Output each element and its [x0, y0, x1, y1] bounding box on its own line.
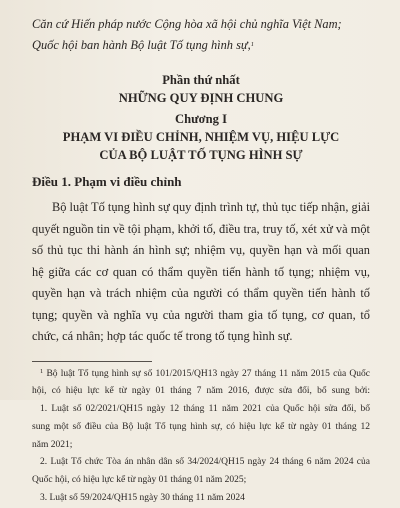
preamble: [32, 14, 370, 56]
article-heading: Điều 1. Phạm vi điều chỉnh: [32, 174, 182, 189]
chapter-number: Chương I: [175, 112, 227, 126]
article-line: hệ giữa các cơ quan có thẩm quyền tiến hành tố tụng; nhiệm vụ,: [32, 264, 370, 279]
footnotes: [32, 366, 370, 508]
footnote-line: 2. Luật Tổ chức Tòa án nhân dân số 34/2024/QH15 ngày 24 tháng 6 năm 2024 của: [40, 457, 370, 468]
chapter-title-line-2: CỦA BỘ LUẬT TỐ TỤNG HÌNH SỰ: [99, 148, 303, 162]
footnote-line: Quốc hội, có hiệu lực kể từ ngày 01 tháng 01 năm 2025;: [32, 475, 247, 486]
footnote-line: 1. Luật số 02/2021/QH15 ngày 12 tháng 11 năm 2021 của Quốc hội sửa đổi, bổ: [40, 404, 370, 415]
article-line: số thủ tục thi hành án hình sự; nhiệm vụ, quyền hạn và mối quan: [32, 243, 370, 257]
chapter-heading: [32, 110, 370, 164]
footnote-line: năm 2021;: [32, 439, 73, 450]
article-line: quyền hạn và trách nhiệm của người có thẩm quyền tiến hành tố: [32, 286, 370, 300]
article-line: tụng; quyền và nghĩa vụ của người tham gia tố tụng, cơ quan, tổ: [32, 307, 370, 322]
preamble-line-enactment-text: Quốc hội ban hành Bộ luật Tố tụng hình sự,: [32, 38, 251, 52]
preamble-line-constitution: Căn cứ Hiến pháp nước Cộng hòa xã hội chủ nghĩa Việt Nam;: [32, 17, 342, 31]
footnote-line: [32, 366, 370, 384]
footnote-line: 3. Luật số 59/2024/QH15 ngày 30 tháng 11 năm 2024: [40, 493, 245, 504]
part-title: NHỮNG QUY ĐỊNH CHUNG: [118, 91, 284, 105]
footnote-line: hội, có hiệu lực kể từ ngày 01 tháng 7 năm 2016, được sửa đổi, bổ sung bởi:: [32, 386, 370, 397]
article-body: [32, 197, 370, 348]
footnote-marker: 1: [40, 367, 44, 375]
article-line: chức, cá nhân; hợp tác quốc tế trong tố tụng hình sự.: [32, 329, 293, 343]
footnote-line-text: Bộ luật Tố tụng hình sự số 101/2015/QH13 ngày 27 tháng 11 năm 2015 của Quốc: [46, 368, 371, 379]
footnote-divider: [32, 361, 152, 362]
article-line: quyết nguồn tin về tội phạm, khởi tố, điều tra, truy tố, xét xử và một: [32, 221, 370, 236]
preamble-line-enactment: [32, 35, 370, 56]
footnote-line: sung một số điều của Bộ luật Tố tụng hình sự, có hiệu lực kể từ ngày 01 tháng 12: [32, 421, 370, 432]
chapter-title-line-1: PHẠM VI ĐIỀU CHỈNH, NHIỆM VỤ, HIỆU LỰC: [62, 130, 340, 144]
article-line: Bộ luật Tố tụng hình sự quy định trình tự, thủ tục tiếp nhận, giải: [52, 200, 371, 214]
footnote-reference: 1: [250, 41, 255, 48]
part-heading: [32, 71, 370, 107]
part-number: Phần thứ nhất: [162, 73, 240, 87]
